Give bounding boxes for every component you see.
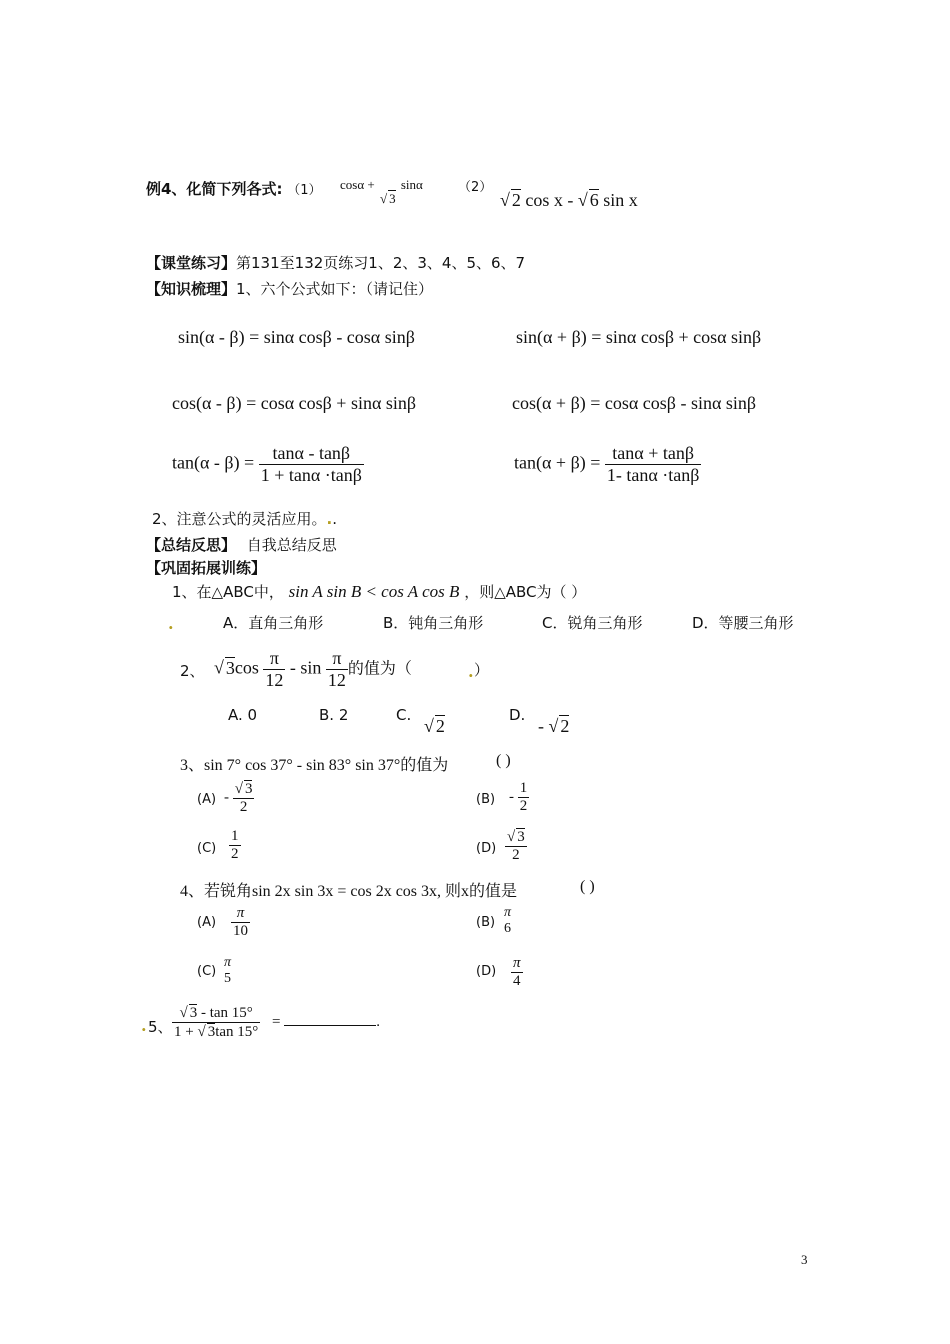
knowledge-heading: 【知识梳理】 [146,280,237,298]
formula-tan-plus-fraction [605,443,702,486]
example4-line [146,178,322,199]
example4-part1: （1） [287,183,322,198]
q2-frac1-den: 12 [265,670,284,690]
q3-b-frac [518,780,530,815]
knowledge-text: 1、六个公式如下：（请记住） [236,280,434,298]
q2-sqrt3: 3 [225,657,235,678]
q2-prefix: 2、 [180,662,205,680]
formula-sin-plus: sin(α + β) = sinα cosβ + cosα sinβ [516,327,762,347]
formula-tan-minus-num: tanα - tanβ [259,443,364,465]
q2-close: ） [474,661,490,679]
q1-expr: sin A sin B < cos A cos B [288,582,460,601]
q3-c-frac [229,828,241,863]
formula-tan-minus-lhs: tan(α - β) = [172,452,255,473]
q2-option-c-value: √ 2 [424,716,445,736]
q4-paren: ( ) [580,878,595,895]
q2-frac2 [326,648,348,691]
q3-b-num: 1 [519,780,528,796]
q5-num-sqrt: 3 [189,1005,198,1021]
example4-expr2-sqrt6: 6 [589,190,599,210]
q5-frac [172,1004,260,1041]
q1-stem [172,581,586,602]
q5-end: . [376,1013,380,1030]
q4-a-label: (A) [197,915,217,930]
q3-a-num: 3 [244,781,253,797]
q4-c-label: (C) [197,964,217,979]
q2-minus-sin: - sin [289,657,322,678]
q1-option-c: C．锐角三角形 [542,614,643,632]
q2-option-b: B. 2 [319,706,349,724]
q3-paren: ( ) [496,752,511,769]
q1-prefix: 1、在△ABC中， [172,583,284,601]
practice-heading: 【课堂练习】 [146,254,237,272]
q5-den-rest: tan 15° [215,1024,259,1040]
q5-expr [172,1004,380,1041]
q4-d-den: 4 [513,973,521,989]
q2-frac2-den: 12 [327,670,346,690]
formula-cos-minus: cos(α - β) = cosα cosβ + sinα sinβ [172,393,417,413]
q2-marker: . [468,662,474,681]
q3-d-num: 3 [517,829,525,845]
training-heading: 【巩固拓展训练】 [146,559,267,577]
q2-frac2-num: π [326,648,348,670]
formula-tan-plus-lhs: tan(α + β) = [514,452,601,473]
formula-cos-plus: cos(α + β) = cosα cosβ - sinα sinβ [512,393,757,413]
formula-tan-minus-den: 1 + tanα ·tanβ [260,465,362,485]
q4-a-value [231,905,250,940]
q3-c-value [229,828,241,863]
q1-suffix: ，则△ABC为（ ） [464,583,587,601]
q4-d-label: (D) [476,964,497,979]
q3-c-num: 1 [231,828,239,844]
q2-expr: √ 3cos $\frac{\pi}{12}$ - sin $\frac{\pi}{12}$ 的值为（ [214,648,412,690]
q4-a-frac [231,905,250,940]
q5-prefix: 5、 [148,1018,173,1036]
q3-d-frac: $\frac{√ 3}{2}$ [507,829,525,863]
q2-option-d-value: - √ 2 [538,716,570,736]
q2-frac1 [263,648,285,691]
q5-den-a: 1 + [174,1024,194,1040]
q3-d-den: 2 [512,847,520,863]
q4-d-value [511,955,523,990]
q1-option-b: B．钝角三角形 [383,614,484,632]
q2-option-c-sqrt: 2 [435,716,445,736]
q3-a-value [224,780,254,816]
q2-option-d-minus: - [538,716,544,736]
q4-b-label: (B) [476,915,496,930]
q5-num-rest: - tan 15° [200,1005,253,1021]
q2-suffix: 的值为（ [347,658,412,678]
formula-tan-plus-num: tanα + tanβ [605,443,702,465]
q4-c-den: 5 [224,971,231,986]
q3-d-label: (D) [476,841,497,856]
example4-expr2: √ 2 cos x - √ 6 sin x [500,190,638,210]
q3-c-label: (C) [197,841,217,856]
q1-option-a: A．直角三角形 [223,614,324,632]
q3-a-frac: $\frac{√ 3}{2}$ [234,781,253,815]
q4-c-value [222,955,233,987]
page-number: 3 [801,1252,808,1267]
formula-tan-plus-den: 1- tanα ·tanβ [606,465,700,485]
example4-part2: （2） [458,180,493,195]
formula-sin-minus: sin(α - β) = sinα cosβ - cosα sinβ [178,327,415,347]
q3-stem: 3、sin 7° cos 37° - sin 83° sin 37°的值为 [180,757,449,774]
q5-equals: = [272,1013,281,1030]
q2-option-d-sqrt: 2 [560,716,570,736]
q2-option-c-label: C. [396,706,412,724]
summary-text: 自我总结反思 [246,536,337,554]
q3-a-sign: - [224,789,229,806]
q1-marker: . [168,614,174,633]
q4-c-num: π [224,955,232,970]
q1-option-d: D．等腰三角形 [692,614,794,632]
q3-a-den: 2 [239,799,248,815]
q5-den-sqrt: 3 [207,1024,216,1040]
example4-expr2-cos: cos x - [525,190,574,210]
q4-b-frac [502,905,513,937]
q5-answer-blank [284,1025,376,1026]
q2-frac1-num: π [263,648,285,670]
example4-sqrt3: 3 [389,191,396,206]
q4-b-num: π [504,905,512,920]
formula-tan-plus [514,443,701,486]
q3-b-sign: - [509,788,514,805]
practice-text: 第131至132页练习1、2、3、4、5、6、7 [236,254,526,272]
q4-a-num: π [231,905,250,923]
example4-expr2-sqrt2: 2 [511,190,521,210]
q4-a-den: 10 [233,923,248,939]
knowledge-note: 2、注意公式的灵活应用。.. [152,510,338,528]
q3-c-den: 2 [231,846,239,862]
q5-denominator: 1 + √ 3tan 15° [174,1024,259,1040]
q3-b-value [509,780,529,815]
q3-b-den: 2 [519,798,528,814]
formula-tan-minus [172,443,364,486]
q4-b-value [502,905,513,937]
knowledge-note-text: 2、注意公式的灵活应用。 [152,510,327,528]
q2-option-a: A. 0 [228,706,258,724]
example4-sin: sinα [400,177,423,192]
q5-marker: . [141,1016,147,1035]
example4-expr1: cosα + √ 3 sinα [340,177,423,206]
summary-heading: 【总结反思】 [146,536,237,554]
knowledge-line [146,278,433,299]
q4-c-frac [222,955,233,987]
q5-numerator: √ 3 - tan 15° [172,1004,260,1023]
q3-a-label: (A) [197,792,217,807]
example4-expr2-sin: sin x [603,190,638,210]
q2-option-d-label: D. [509,706,526,724]
example4-cos: cosα + [340,177,375,192]
q4-b-den: 6 [504,921,511,936]
practice-line [146,252,525,273]
example4-label: 例4、化简下列各式: [146,180,283,198]
q3-b-label: (B) [476,792,496,807]
q4-stem: 4、若锐角sin 2x sin 3x = cos 2x cos 3x, 则x的值是 [180,883,518,900]
q2-cos: cos [234,657,259,678]
q3-d-value [505,828,527,864]
formula-tan-minus-fraction [259,443,364,486]
q4-d-frac [511,955,523,990]
summary-line [146,534,337,555]
q4-d-num: π [513,955,521,971]
